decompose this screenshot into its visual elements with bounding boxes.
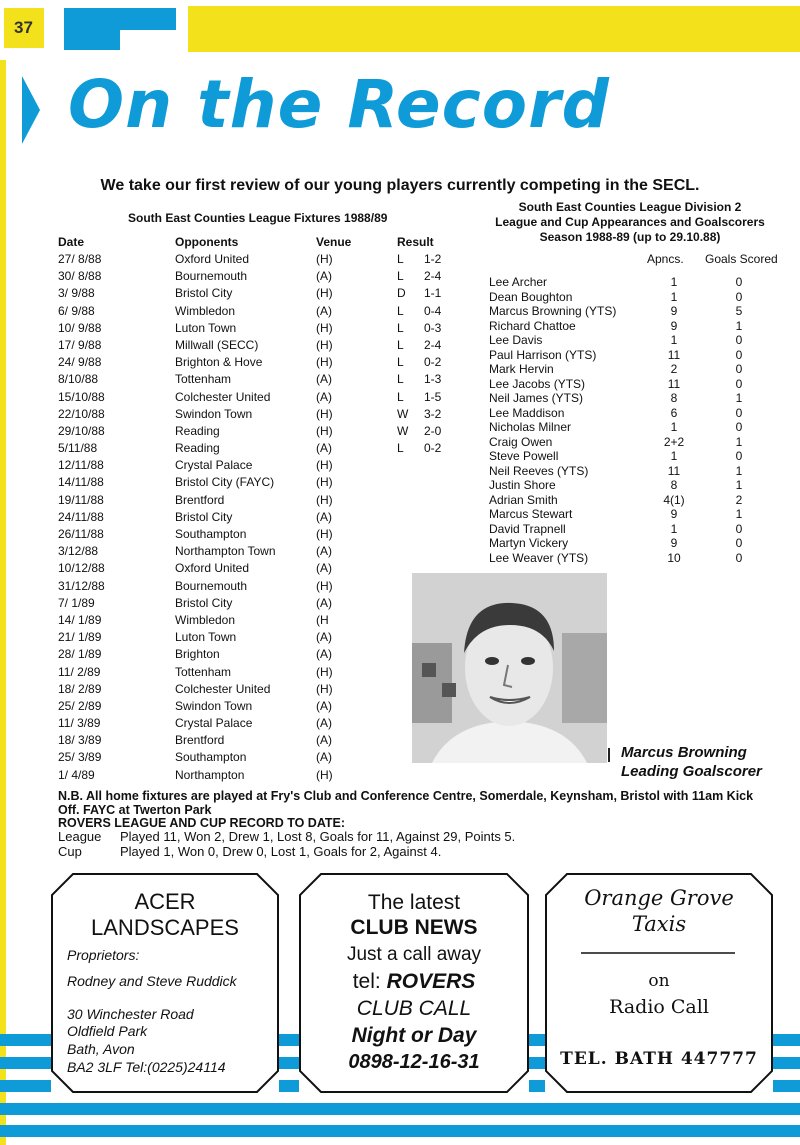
player-row: [489, 420, 789, 435]
fixture-venue: (H): [316, 492, 333, 507]
fixture-opponent: Crystal Palace: [175, 716, 253, 731]
fixture-date: 17/ 9/88: [58, 337, 102, 352]
player-appearances: 1: [670, 420, 678, 434]
fixture-score: 0-2: [424, 355, 442, 370]
player-name: Craig Owen: [489, 434, 553, 449]
player-name: Steve Powell: [489, 449, 559, 463]
fixture-row: [58, 526, 458, 543]
fixture-row: [58, 595, 458, 612]
fixture-date: 24/ 9/88: [58, 355, 102, 370]
fixture-venue: (A): [316, 698, 332, 713]
acer-address-line: Bath, Avon: [67, 1041, 135, 1057]
player-appearances: 8: [670, 478, 678, 492]
league-label: League: [58, 829, 102, 844]
chevron-right-icon: [22, 76, 40, 144]
fixture-row: [58, 406, 458, 423]
player-portrait-icon: [412, 573, 607, 763]
fixture-score: 1-2: [424, 252, 442, 266]
fixture-opponent: Wimbledon: [175, 303, 236, 318]
player-name: Lee Maddison: [489, 405, 565, 420]
club-line: [299, 970, 529, 994]
header-date: Date: [58, 235, 85, 249]
player-row: [489, 406, 789, 421]
fixture-row: [58, 578, 458, 595]
fixture-date: 14/11/88: [58, 475, 104, 490]
player-goals: 0: [735, 289, 743, 304]
appearances-title-line: South East Counties League Division 2: [518, 200, 742, 214]
fixture-venue: (A): [316, 647, 332, 662]
club-line: The latest: [367, 891, 461, 914]
fixture-venue: (H): [316, 423, 333, 438]
fixture-opponent: Northampton: [175, 767, 245, 782]
fixture-venue: (A): [316, 509, 332, 524]
player-goals: 5: [735, 304, 743, 318]
player-appearances: 2: [670, 362, 678, 376]
intro-text: We take our first review of our young players currently competing in the SECL.: [100, 177, 700, 194]
acer-landscapes-ad: [51, 873, 279, 1093]
club-news-ad: [299, 873, 529, 1093]
fixture-opponent: Bristol City (FAYC): [175, 475, 275, 490]
fixture-venue: (A): [316, 630, 332, 645]
appearances-title-line: League and Cup Appearances and Goalscorers: [495, 215, 765, 229]
player-appearances: 9: [670, 507, 678, 521]
fixture-opponent: Tottenham: [175, 664, 232, 679]
fixture-date: 5/11/88: [58, 441, 98, 456]
player-appearances: 1: [670, 521, 678, 536]
fixture-score: 0-3: [424, 320, 442, 335]
player-goals: 0: [735, 362, 743, 376]
fixture-result: D: [397, 286, 406, 301]
acer-name-line: LANDSCAPES: [91, 915, 239, 940]
fixture-venue: (A): [316, 733, 332, 748]
player-row: [489, 275, 789, 290]
player-name: Paul Harrison (YTS): [489, 347, 597, 362]
player-row: [489, 391, 789, 406]
caption-role: Leading Goalscorer: [621, 763, 762, 780]
player-row: [489, 435, 789, 450]
blue-stripe: [0, 1103, 800, 1115]
fixture-opponent: Bournemouth: [175, 578, 248, 593]
fixture-score: 2-4: [424, 337, 442, 352]
caption-name: Marcus Browning: [621, 744, 747, 761]
player-name: Lee Davis: [489, 333, 543, 347]
player-name: Nicholas Milner: [489, 420, 572, 434]
fixture-row: [58, 715, 458, 732]
player-goals: 0: [735, 449, 743, 463]
cup-label: Cup: [58, 844, 82, 859]
player-name: Neil James (YTS): [489, 391, 584, 405]
player-name: Richard Chattoe: [489, 318, 576, 333]
fixture-date: 25/ 3/89: [58, 750, 102, 765]
fixture-date: 29/10/88: [58, 423, 105, 438]
player-appearances: 8: [670, 391, 678, 405]
fixture-date: 15/10/88: [58, 389, 105, 404]
player-goals: 0: [735, 333, 743, 347]
player-name: Lee Archer: [489, 275, 548, 289]
player-row: [489, 333, 789, 348]
fixture-opponent: Luton Town: [175, 630, 237, 645]
player-row: [489, 551, 789, 566]
fixture-opponent: Bristol City: [175, 509, 233, 524]
fixture-opponent: Reading: [175, 423, 220, 438]
blue-stripe: [0, 1125, 800, 1137]
fixture-date: 28/ 1/89: [58, 647, 102, 662]
fixture-row: [58, 251, 458, 268]
fixture-date: 3/ 9/88: [58, 286, 95, 301]
player-goals: 1: [735, 507, 743, 521]
taxi-telephone: TEL. BATH 447777: [560, 1049, 758, 1069]
fixture-result: L: [397, 389, 404, 404]
club-tel-prefix: tel:: [352, 970, 387, 993]
fixture-score: 2-0: [424, 423, 442, 438]
fixture-score: 2-4: [424, 269, 442, 284]
page-title: On the Record: [68, 66, 610, 143]
fixture-date: 7/ 1/89: [58, 595, 95, 610]
player-row: [489, 522, 789, 537]
fixture-opponent: Colchester United: [175, 681, 271, 696]
fixture-opponent: Swindon Town: [175, 406, 253, 421]
fixture-opponent: Brighton & Hove: [175, 355, 263, 370]
fixture-opponent: Swindon Town: [175, 698, 253, 713]
fixture-opponent: Luton Town: [175, 320, 237, 335]
fixture-result: L: [397, 441, 404, 456]
fixture-venue: (A): [316, 561, 332, 576]
fixture-row: [58, 285, 458, 302]
player-goals: 0: [735, 275, 743, 289]
fixture-date: 21/ 1/89: [58, 630, 102, 645]
header-appearances: Apncs.: [647, 252, 684, 266]
fixture-date: 8/10/88: [58, 372, 99, 387]
fixture-opponent: Oxford United: [175, 561, 250, 576]
player-name: Neil Reeves (YTS): [489, 463, 589, 478]
fixture-opponent: Colchester United: [175, 389, 271, 404]
header-block: [64, 8, 120, 26]
player-goals: 1: [735, 463, 743, 478]
appearances-title: [480, 200, 780, 245]
fixture-date: 22/10/88: [58, 406, 105, 421]
fixture-opponent: Bristol City: [175, 286, 233, 301]
fixture-row: [58, 423, 458, 440]
fixture-row: [58, 560, 458, 577]
fixture-venue: (H): [316, 578, 333, 593]
fixture-opponent: Reading: [175, 441, 220, 456]
fixture-opponent: Southampton: [175, 527, 247, 541]
club-line: Night or Day: [351, 1024, 477, 1047]
fixture-opponent: Bristol City: [175, 595, 233, 610]
fixture-result: L: [397, 269, 404, 284]
header-result: Result: [397, 235, 434, 249]
player-goals: 1: [735, 391, 743, 405]
header-opponents: Opponents: [175, 235, 239, 249]
player-name: Marcus Browning (YTS): [489, 304, 617, 318]
fixture-opponent: Oxford United: [175, 252, 250, 266]
player-row: [489, 377, 789, 392]
taxi-name-line: Taxis: [631, 912, 687, 936]
fixture-date: 18/ 2/89: [58, 681, 102, 696]
player-goals: 0: [735, 521, 743, 536]
fixture-opponent: Wimbledon: [175, 612, 236, 627]
player-appearances: 11: [667, 463, 681, 478]
player-row: [489, 449, 789, 464]
club-line: CLUB CALL: [356, 997, 472, 1020]
fixture-date: 11/ 3/89: [58, 716, 101, 731]
fixture-date: 26/11/88: [58, 527, 104, 541]
fixture-opponent: Brentford: [175, 492, 225, 507]
fixture-score: 1-5: [424, 389, 442, 404]
orange-grove-taxis-ad: [545, 873, 773, 1093]
left-margin-stripe: [0, 60, 6, 1145]
player-appearances: 9: [670, 304, 678, 318]
player-name: Lee Weaver (YTS): [489, 550, 589, 565]
fixture-result: L: [397, 252, 404, 266]
fixture-date: 11/ 2/89: [58, 664, 101, 679]
fixture-row: [58, 509, 458, 526]
header-block: [120, 8, 176, 30]
player-appearances: 2+2: [663, 434, 685, 449]
player-appearances: 1: [670, 289, 678, 304]
acer-address-line: BA2 3LF Tel:(0225)24114: [67, 1059, 226, 1075]
cup-record-text: Played 1, Won 0, Drew 0, Lost 1, Goals for 2, Against 4.: [120, 844, 442, 859]
fixture-row: [58, 303, 458, 320]
appearances-title-line: Season 1988-89 (up to 29.10.88): [539, 230, 721, 244]
player-goals: 0: [735, 376, 743, 391]
fixture-venue: (A): [316, 303, 332, 318]
player-row: [489, 507, 789, 522]
fixture-venue: (H): [316, 681, 333, 696]
fixture-row: [58, 440, 458, 457]
fixture-date: 10/ 9/88: [58, 320, 102, 335]
fixture-date: 25/ 2/89: [58, 698, 102, 713]
player-appearances: 9: [670, 536, 678, 550]
fixture-date: 24/11/88: [58, 509, 104, 524]
fixture-venue: (A): [316, 372, 332, 387]
fixture-result: W: [397, 406, 409, 421]
appearances-table: [489, 275, 789, 565]
fixture-row: [58, 698, 458, 715]
cup-record: [58, 844, 441, 859]
player-goals: 0: [735, 420, 743, 434]
fixture-venue: (A): [316, 716, 332, 731]
fixture-opponent: Brentford: [175, 733, 225, 748]
fixture-score: 1-1: [424, 286, 442, 301]
fixture-result: L: [397, 337, 404, 352]
fixture-date: 30/ 8/88: [58, 269, 102, 284]
player-name: Mark Hervin: [489, 362, 554, 376]
player-goals: 0: [735, 536, 743, 550]
fixture-date: 1/ 4/89: [58, 767, 95, 782]
fixture-date: 12/11/88: [58, 458, 104, 473]
acer-name-line: ACER: [134, 889, 196, 914]
fixture-score: 3-2: [424, 406, 442, 421]
fixture-venue: (H): [316, 767, 333, 782]
taxi-on: on: [648, 971, 670, 991]
player-name: Lee Jacobs (YTS): [489, 376, 586, 391]
home-fixtures-note: N.B. All home fixtures are played at Fry's Club and Conference Centre, Somerdale, Keynsham, Bristol with 11am Kick Off. FAYC at Twerton Park: [58, 789, 754, 817]
player-row: [489, 362, 789, 377]
header-bar: [188, 6, 800, 52]
fixture-row: [58, 681, 458, 698]
player-goals: 0: [735, 550, 743, 565]
fixture-date: 31/12/88: [58, 578, 105, 593]
fixture-date: 10/12/88: [58, 561, 105, 576]
fixture-opponent: Crystal Palace: [175, 458, 253, 473]
player-goals: 0: [735, 347, 743, 362]
fixture-date: 14/ 1/89: [58, 612, 102, 627]
player-appearances: 11: [667, 347, 681, 362]
player-appearances: 4(1): [663, 492, 685, 507]
fixture-result: L: [397, 355, 404, 370]
fixture-venue: (H): [316, 355, 333, 370]
fixture-opponent: Bournemouth: [175, 269, 248, 284]
player-name: David Trapnell: [489, 521, 566, 536]
fixture-opponent: Millwall (SECC): [175, 337, 259, 352]
taxi-radio-call: Radio Call: [609, 996, 709, 1018]
player-appearances: 1: [670, 449, 678, 463]
header-block: [64, 26, 120, 50]
fixture-row: [58, 543, 458, 560]
fixture-row: [58, 664, 458, 681]
fixture-row: [58, 767, 458, 784]
fixture-row: [58, 457, 458, 474]
fixture-date: 3/12/88: [58, 544, 99, 559]
fixture-venue: (H): [316, 286, 333, 301]
fixture-venue: (H): [316, 252, 333, 266]
player-row: [489, 319, 789, 334]
fixture-result: L: [397, 372, 404, 387]
acer-address-line: 30 Winchester Road: [67, 1006, 194, 1022]
player-goals: 1: [735, 434, 743, 449]
fixture-venue: (H): [316, 406, 333, 421]
fixture-venue: (H): [316, 320, 333, 335]
fixture-date: 19/11/88: [58, 492, 104, 507]
fixture-row: [58, 749, 458, 766]
player-row: [489, 464, 789, 479]
player-goals: 0: [735, 405, 743, 420]
fixture-result: L: [397, 320, 404, 335]
fixture-venue: (H): [316, 527, 333, 541]
fixture-venue: (A): [316, 750, 332, 765]
fixture-venue: (H: [316, 612, 329, 627]
fixture-row: [58, 492, 458, 509]
club-line: Just a call away: [346, 944, 482, 965]
fixture-result: W: [397, 423, 409, 438]
fixture-venue: (H): [316, 458, 333, 473]
fixture-row: [58, 629, 458, 646]
acer-address-line: Oldfield Park: [67, 1023, 148, 1039]
acer-proprietors-label: Proprietors:: [67, 947, 140, 963]
photo-caption: [621, 743, 762, 781]
player-name: Marcus Stewart: [489, 507, 573, 521]
fixture-row: [58, 371, 458, 388]
fixture-venue: (A): [316, 441, 332, 456]
fixture-date: 6/ 9/88: [58, 303, 95, 318]
taxi-name-line: Orange Grove: [584, 886, 734, 910]
record-title: ROVERS LEAGUE AND CUP RECORD TO DATE:: [58, 816, 346, 830]
player-row: [489, 304, 789, 319]
player-row: [489, 536, 789, 551]
fixture-row: [58, 732, 458, 749]
player-row: [489, 493, 789, 508]
player-goals: 1: [735, 478, 743, 492]
player-photo: [412, 573, 607, 763]
player-name: Dean Boughton: [489, 289, 573, 304]
fixture-date: 18/ 3/89: [58, 733, 102, 748]
taxi-name: [545, 885, 773, 937]
player-goals: 1: [735, 318, 743, 333]
fixture-score: 0-2: [424, 441, 442, 456]
player-row: [489, 478, 789, 493]
club-news-heading: CLUB NEWS: [350, 916, 478, 939]
fixture-row: [58, 268, 458, 285]
player-name: Justin Shore: [489, 478, 556, 492]
fixture-row: [58, 646, 458, 663]
fixture-row: [58, 612, 458, 629]
player-appearances: 1: [670, 333, 678, 347]
fixture-venue: (H): [316, 664, 333, 679]
player-appearances: 9: [670, 318, 678, 333]
fixture-row: [58, 354, 458, 371]
player-appearances: 1: [670, 275, 678, 289]
player-appearances: 10: [667, 550, 681, 565]
fixture-opponent: Southampton: [175, 750, 247, 765]
acer-name: [51, 889, 279, 941]
fixture-venue: (H): [316, 337, 333, 352]
caption-divider: [608, 748, 610, 762]
fixtures-title: South East Counties League Fixtures 1988/89: [128, 211, 388, 225]
fixture-date: 27/ 8/88: [58, 252, 102, 266]
player-row: [489, 290, 789, 305]
fixture-score: 1-3: [424, 372, 442, 387]
fixture-row: [58, 320, 458, 337]
acer-owners: Rodney and Steve Ruddick: [67, 973, 237, 989]
league-record-text: Played 11, Won 2, Drew 1, Lost 8, Goals for 11, Against 29, Points 5.: [120, 829, 516, 844]
fixture-opponent: Northampton Town: [175, 544, 276, 559]
player-goals: 2: [735, 492, 743, 507]
fixture-opponent: Brighton: [175, 647, 220, 662]
fixture-venue: (H): [316, 475, 333, 490]
fixture-venue: (A): [316, 595, 332, 610]
fixtures-table: [58, 251, 458, 784]
player-appearances: 11: [667, 376, 681, 391]
club-phone-number: 0898-12-16-31: [348, 1051, 480, 1073]
fixture-score: 0-4: [424, 303, 442, 318]
fixture-result: L: [397, 303, 404, 318]
fixture-row: [58, 389, 458, 406]
player-row: [489, 348, 789, 363]
fixture-row: [58, 474, 458, 491]
header-venue: Venue: [316, 235, 352, 249]
league-record: [58, 829, 515, 844]
fixture-row: [58, 337, 458, 354]
fixture-venue: (A): [316, 269, 332, 284]
fixture-opponent: Tottenham: [175, 372, 232, 387]
header-goals: Goals Scored: [705, 252, 778, 266]
club-tel-rovers: ROVERS: [386, 970, 476, 993]
player-name: Adrian Smith: [489, 492, 558, 507]
player-appearances: 6: [670, 405, 678, 420]
page-number: 37: [4, 8, 44, 48]
player-name: Martyn Vickery: [489, 536, 569, 550]
fixture-venue: (A): [316, 544, 332, 559]
fixture-venue: (A): [316, 389, 332, 404]
